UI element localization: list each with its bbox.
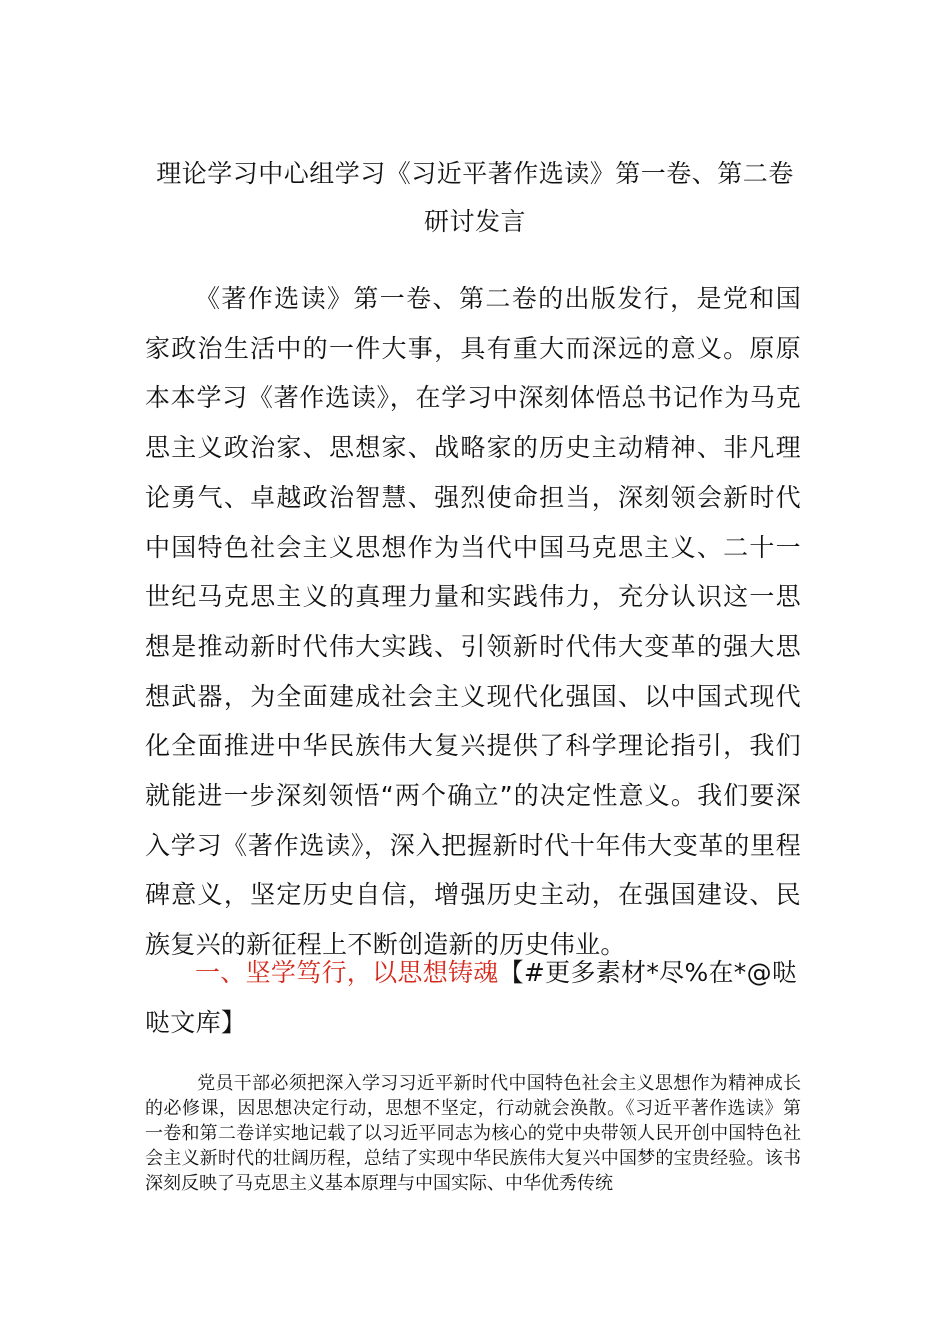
body-paragraph-1: 《著作选读》第一卷、第二卷的出版发行，是党和国家政治生活中的一件大事，具有重大而深远的意义。原原本本学习《著作选读》，在学习中深刻体悟总书记作为马克思主义政治家、思想家、战略家的历史主动精神、非凡理论勇气、卓越政治智慧、强烈使命担当，深刻领会新时代中国特色社会主义思想作为当代中国马克思主义、二十一世纪马克思主义的真理力量和实践伟力，充分认识这一思想是推动新时代伟大实践、引领新时代伟大变革的强大思想武器，为全面建成社会主义现代化强国、以中国式现代化全面推进中华民族伟大复兴提供了科学理论指引，我们就能进一步深刻领悟“两个确立”的决定性意义。我们要深入学习《著作选读》，深入把握新时代十年伟大变革的里程碑意义，坚定历史自信，增强历史主动，在强国建设、民族复兴的新征程上不断创造新的历史伟业。 [145,284,801,960]
title-line-2: 研讨发言 [423,207,526,236]
body-paragraph-2: 党员干部必须把深入学习习近平新时代中国特色社会主义思想作为精神成长的必修课，因思想决定行动，思想不坚定，行动就会涣散。《习近平著作选读》第一卷和第二卷详实地记载了以习近平同志为核心的党中央带领人民开创中国特色社会主义新时代的壮阔历程，总结了实现中华民族伟大复兴中国梦的宝贵经验。该书深刻反映了马克思主义基本原理与中国实际、中华优秀传统 [145,1073,801,1194]
section-heading-1-title: 一、坚学笃行，以思想铸魂 [195,958,499,987]
section-heading-1-suffix: 【#更多素材*尽%在*@哒哒文库】 [145,958,798,1037]
title-line-1: 理论学习中心组学习《习近平著作选读》第一卷、第二卷 [156,159,794,188]
document-title [145,150,805,246]
section-heading-1 [145,948,801,1047]
